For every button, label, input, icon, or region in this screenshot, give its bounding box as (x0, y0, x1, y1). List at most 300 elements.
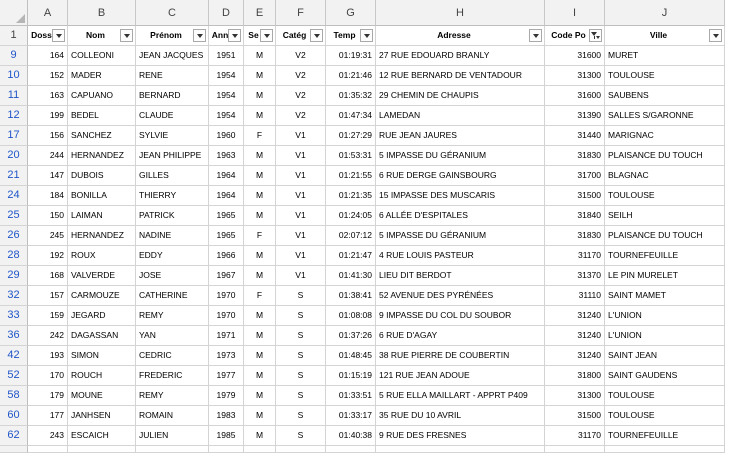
cell-D[interactable]: 1965 (209, 206, 244, 226)
cell-G[interactable]: 01:27:29 (326, 126, 376, 146)
header-cell-A[interactable] (28, 26, 68, 46)
row-header[interactable]: 36 (0, 326, 28, 346)
cell-E[interactable]: M (244, 106, 276, 126)
header-label: Code Po (551, 30, 586, 40)
cell-B[interactable]: ROUCH (68, 366, 136, 386)
cell-H[interactable]: 12 RUE BERNARD DE VENTADOUR (376, 66, 545, 86)
cell-E[interactable]: M (244, 206, 276, 226)
cell-J[interactable]: L'UNION (605, 326, 725, 346)
cell-J[interactable]: SEILH (605, 206, 725, 226)
table-row-partial (0, 446, 732, 453)
cell-H[interactable]: 121 RUE JEAN ADOUE (376, 366, 545, 386)
cell-F[interactable]: V1 (276, 206, 326, 226)
cell-A[interactable]: 164 (28, 46, 68, 66)
cell-E[interactable]: M (244, 266, 276, 286)
cell-H[interactable]: 5 IMPASSE DU GÉRANIUM (376, 146, 545, 166)
cell-G[interactable]: 01:19:31 (326, 46, 376, 66)
chevron-down-icon (197, 34, 203, 38)
table-row (0, 386, 732, 406)
cell-F[interactable]: S (276, 366, 326, 386)
chevron-down-icon (713, 34, 719, 38)
table-row (0, 366, 732, 386)
row-header[interactable]: 58 (0, 386, 28, 406)
cell-F[interactable]: S (276, 346, 326, 366)
row-header[interactable]: 25 (0, 206, 28, 226)
row-header[interactable]: 32 (0, 286, 28, 306)
cell-H[interactable]: LIEU DIT BERDOT (376, 266, 545, 286)
cell-F[interactable]: V2 (276, 66, 326, 86)
cell-A[interactable]: 150 (28, 206, 68, 226)
cell-J[interactable]: TOULOUSE (605, 186, 725, 206)
cell-C[interactable]: THIERRY (136, 186, 209, 206)
cell-E[interactable]: M (244, 246, 276, 266)
cell-G[interactable]: 01:21:55 (326, 166, 376, 186)
cell-G[interactable]: 01:21:46 (326, 66, 376, 86)
cell-I[interactable]: 31240 (545, 306, 605, 326)
table-row (0, 206, 732, 226)
cell-D[interactable]: 1964 (209, 166, 244, 186)
cell-B[interactable]: HERNANDEZ (68, 146, 136, 166)
cell-H[interactable]: 29 CHEMIN DE CHAUPIS (376, 86, 545, 106)
cell-A[interactable]: 177 (28, 406, 68, 426)
cell-I[interactable]: 31370 (545, 266, 605, 286)
cell-E[interactable]: M (244, 366, 276, 386)
cell-D[interactable]: 1977 (209, 366, 244, 386)
cell-F[interactable]: S (276, 306, 326, 326)
cell-B[interactable]: MADER (68, 66, 136, 86)
filter-dropdown-icon[interactable] (360, 29, 373, 42)
header-label: Ann (211, 30, 229, 40)
cell-I[interactable]: 31440 (545, 126, 605, 146)
cell-D[interactable]: 1967 (209, 266, 244, 286)
cell-B[interactable]: HERNANDEZ (68, 226, 136, 246)
row-header[interactable]: 20 (0, 146, 28, 166)
cell-H[interactable]: 5 IMPASSE DU GÉRANIUM (376, 226, 545, 246)
row-header[interactable]: 28 (0, 246, 28, 266)
cell-J[interactable]: TOURNEFEUILLE (605, 246, 725, 266)
cell-B[interactable]: DAGASSAN (68, 326, 136, 346)
cell-empty[interactable] (545, 446, 605, 453)
cell-E[interactable]: M (244, 166, 276, 186)
cell-A[interactable]: 199 (28, 106, 68, 126)
cell-I[interactable]: 31600 (545, 46, 605, 66)
cell-D[interactable]: 1960 (209, 126, 244, 146)
cell-A[interactable]: 163 (28, 86, 68, 106)
cell-E[interactable]: M (244, 306, 276, 326)
chevron-down-icon (533, 34, 539, 38)
row-header[interactable]: 21 (0, 166, 28, 186)
cell-E[interactable]: M (244, 146, 276, 166)
header-cell-J[interactable] (605, 26, 725, 46)
chevron-down-icon (124, 34, 130, 38)
cell-H[interactable]: 5 RUE ELLA MAILLART - APPRT P409 (376, 386, 545, 406)
cell-empty[interactable] (136, 446, 209, 453)
cell-G[interactable]: 01:08:08 (326, 306, 376, 326)
row-header[interactable]: 24 (0, 186, 28, 206)
cell-H[interactable]: 9 RUE DES FRESNES (376, 426, 545, 446)
row-header[interactable]: 26 (0, 226, 28, 246)
filter-dropdown-icon[interactable] (120, 29, 133, 42)
cell-D[interactable]: 1983 (209, 406, 244, 426)
row-header[interactable]: 42 (0, 346, 28, 366)
row-header[interactable]: 17 (0, 126, 28, 146)
cell-H[interactable]: 9 IMPASSE DU COL DU SOUBOR (376, 306, 545, 326)
column-header-F[interactable]: F (276, 0, 326, 26)
cell-J[interactable]: SALLES S/GARONNE (605, 106, 725, 126)
cell-A[interactable]: 168 (28, 266, 68, 286)
cell-B[interactable]: ESCAICH (68, 426, 136, 446)
cell-C[interactable]: BERNARD (136, 86, 209, 106)
column-header-G[interactable]: G (326, 0, 376, 26)
cell-F[interactable]: V1 (276, 266, 326, 286)
cell-E[interactable]: M (244, 386, 276, 406)
cell-H[interactable]: 35 RUE DU 10 AVRIL (376, 406, 545, 426)
cell-H[interactable]: RUE JEAN JAURES (376, 126, 545, 146)
header-label: Temp (333, 30, 356, 40)
cell-G[interactable]: 01:15:19 (326, 366, 376, 386)
cell-D[interactable]: 1966 (209, 246, 244, 266)
cell-C[interactable]: CEDRIC (136, 346, 209, 366)
cell-C[interactable]: EDDY (136, 246, 209, 266)
cell-F[interactable]: V1 (276, 246, 326, 266)
column-header-C[interactable]: C (136, 0, 209, 26)
cell-I[interactable]: 31830 (545, 146, 605, 166)
cell-F[interactable]: V1 (276, 226, 326, 246)
cell-I[interactable]: 31700 (545, 166, 605, 186)
cell-J[interactable]: BLAGNAC (605, 166, 725, 186)
select-all-corner[interactable] (0, 0, 28, 26)
cell-I[interactable]: 31240 (545, 326, 605, 346)
cell-C[interactable]: CATHERINE (136, 286, 209, 306)
table-row (0, 226, 732, 246)
cell-G[interactable]: 01:33:17 (326, 406, 376, 426)
cell-C[interactable]: JULIEN (136, 426, 209, 446)
cell-B[interactable]: COLLEONI (68, 46, 136, 66)
cell-G[interactable]: 01:35:32 (326, 86, 376, 106)
cell-E[interactable]: M (244, 346, 276, 366)
cell-empty[interactable] (326, 446, 376, 453)
cell-G[interactable]: 01:21:35 (326, 186, 376, 206)
cell-J[interactable]: MURET (605, 46, 725, 66)
cell-C[interactable]: YAN (136, 326, 209, 346)
cell-I[interactable]: 31110 (545, 286, 605, 306)
column-header-row (0, 0, 732, 26)
cell-G[interactable]: 01:24:05 (326, 206, 376, 226)
cell-E[interactable]: M (244, 186, 276, 206)
column-header-A[interactable]: A (28, 0, 68, 26)
table-row (0, 66, 732, 86)
cell-I[interactable]: 31840 (545, 206, 605, 226)
cell-B[interactable]: SIMON (68, 346, 136, 366)
cell-empty[interactable] (28, 446, 68, 453)
table-row (0, 146, 732, 166)
cell-empty[interactable] (376, 446, 545, 453)
cell-empty[interactable] (68, 446, 136, 453)
row-header[interactable]: 9 (0, 46, 28, 66)
cell-A[interactable]: 147 (28, 166, 68, 186)
cell-J[interactable]: MARIGNAC (605, 126, 725, 146)
cell-G[interactable]: 01:21:47 (326, 246, 376, 266)
cell-D[interactable]: 1951 (209, 46, 244, 66)
cell-F[interactable]: S (276, 326, 326, 346)
cell-G[interactable]: 01:48:45 (326, 346, 376, 366)
header-cell-G[interactable] (326, 26, 376, 46)
cell-empty[interactable] (276, 446, 326, 453)
cell-G[interactable]: 02:07:12 (326, 226, 376, 246)
table-row (0, 346, 732, 366)
header-label: Ville (649, 30, 668, 40)
cell-J[interactable]: PLAISANCE DU TOUCH (605, 146, 725, 166)
cell-F[interactable]: V2 (276, 46, 326, 66)
cell-D[interactable]: 1985 (209, 426, 244, 446)
cell-H[interactable]: 27 RUE EDOUARD BRANLY (376, 46, 545, 66)
chevron-down-icon (314, 34, 320, 38)
cell-B[interactable]: DUBOIS (68, 166, 136, 186)
cell-empty[interactable] (605, 446, 725, 453)
header-label: Nom (86, 30, 105, 40)
row-header[interactable]: 60 (0, 406, 28, 426)
cell-E[interactable]: F (244, 286, 276, 306)
filter-active-icon[interactable] (589, 29, 602, 42)
cell-E[interactable]: M (244, 66, 276, 86)
cell-D[interactable]: 1973 (209, 346, 244, 366)
cell-C[interactable]: NADINE (136, 226, 209, 246)
cell-A[interactable]: 159 (28, 306, 68, 326)
cell-I[interactable]: 31240 (545, 346, 605, 366)
cell-D[interactable]: 1964 (209, 186, 244, 206)
cell-C[interactable]: REMY (136, 306, 209, 326)
cell-D[interactable]: 1979 (209, 386, 244, 406)
cell-G[interactable]: 01:33:51 (326, 386, 376, 406)
header-cell-B[interactable] (68, 26, 136, 46)
cell-B[interactable]: MOUNE (68, 386, 136, 406)
cell-E[interactable]: M (244, 426, 276, 446)
cell-I[interactable]: 31600 (545, 86, 605, 106)
row-header[interactable]: 12 (0, 106, 28, 126)
row-header-1[interactable]: 1 (0, 26, 28, 46)
cell-A[interactable]: 179 (28, 386, 68, 406)
cell-F[interactable]: V1 (276, 166, 326, 186)
cell-D[interactable]: 1970 (209, 306, 244, 326)
header-cell-C[interactable] (136, 26, 209, 46)
cell-A[interactable]: 192 (28, 246, 68, 266)
cell-G[interactable]: 01:38:41 (326, 286, 376, 306)
cell-B[interactable]: ROUX (68, 246, 136, 266)
row-header[interactable]: 11 (0, 86, 28, 106)
row-header[interactable]: 62 (0, 426, 28, 446)
cell-E[interactable]: F (244, 126, 276, 146)
cell-J[interactable]: SAUBENS (605, 86, 725, 106)
cell-J[interactable]: TOULOUSE (605, 386, 725, 406)
column-header-D[interactable]: D (209, 0, 244, 26)
cell-I[interactable]: 31500 (545, 406, 605, 426)
cell-F[interactable]: S (276, 406, 326, 426)
row-header[interactable]: 29 (0, 266, 28, 286)
filter-dropdown-icon[interactable] (709, 29, 722, 42)
table-row (0, 426, 732, 446)
cell-G[interactable]: 01:41:30 (326, 266, 376, 286)
header-cell-D[interactable] (209, 26, 244, 46)
table-row (0, 246, 732, 266)
table-row (0, 306, 732, 326)
cell-E[interactable]: F (244, 226, 276, 246)
row-header[interactable] (0, 446, 28, 453)
cell-C[interactable]: JEAN JACQUES (136, 46, 209, 66)
cell-empty[interactable] (209, 446, 244, 453)
header-cell-I[interactable] (545, 26, 605, 46)
cell-E[interactable]: M (244, 326, 276, 346)
cell-C[interactable]: RENE (136, 66, 209, 86)
cell-H[interactable]: 38 RUE PIERRE DE COUBERTIN (376, 346, 545, 366)
cell-G[interactable]: 01:53:31 (326, 146, 376, 166)
cell-B[interactable]: LAIMAN (68, 206, 136, 226)
row-header[interactable]: 10 (0, 66, 28, 86)
cell-J[interactable]: SAINT MAMET (605, 286, 725, 306)
cell-B[interactable]: JANHSEN (68, 406, 136, 426)
cell-D[interactable]: 1963 (209, 146, 244, 166)
chevron-down-icon (596, 36, 600, 39)
column-header-B[interactable]: B (68, 0, 136, 26)
chevron-down-icon (264, 34, 270, 38)
cell-A[interactable]: 245 (28, 226, 68, 246)
cell-A[interactable]: 243 (28, 426, 68, 446)
table-row (0, 86, 732, 106)
cell-I[interactable]: 31170 (545, 426, 605, 446)
cell-H[interactable]: 15 IMPASSE DES MUSCARIS (376, 186, 545, 206)
cell-I[interactable]: 31300 (545, 66, 605, 86)
cell-J[interactable]: TOURNEFEUILLE (605, 426, 725, 446)
cell-G[interactable]: 01:47:34 (326, 106, 376, 126)
cell-B[interactable]: SANCHEZ (68, 126, 136, 146)
column-header-E[interactable]: E (244, 0, 276, 26)
cell-B[interactable]: CARMOUZE (68, 286, 136, 306)
row-header[interactable]: 52 (0, 366, 28, 386)
cell-J[interactable]: TOULOUSE (605, 406, 725, 426)
cell-I[interactable]: 31500 (545, 186, 605, 206)
cell-H[interactable]: 52 AVENUE DES PYRÉNÉES (376, 286, 545, 306)
chevron-down-icon (364, 34, 370, 38)
cell-C[interactable]: PATRICK (136, 206, 209, 226)
header-label: Prénom (150, 30, 182, 40)
cell-D[interactable]: 1970 (209, 286, 244, 306)
cell-J[interactable]: PLAISANCE DU TOUCH (605, 226, 725, 246)
corner-triangle-icon (16, 14, 25, 23)
cell-D[interactable]: 1954 (209, 106, 244, 126)
cell-H[interactable]: 6 ALLÉE D'ESPITALES (376, 206, 545, 226)
filter-dropdown-icon[interactable] (529, 29, 542, 42)
table-row (0, 106, 732, 126)
cell-C[interactable]: ROMAIN (136, 406, 209, 426)
column-header-J[interactable]: J (605, 0, 725, 26)
header-cell-F[interactable] (276, 26, 326, 46)
header-cell-H[interactable] (376, 26, 545, 46)
cell-F[interactable]: V1 (276, 186, 326, 206)
cell-H[interactable]: 6 RUE D'AGAY (376, 326, 545, 346)
cell-F[interactable]: S (276, 386, 326, 406)
filter-dropdown-icon[interactable] (193, 29, 206, 42)
cell-F[interactable]: V2 (276, 86, 326, 106)
cell-G[interactable]: 01:37:26 (326, 326, 376, 346)
cell-I[interactable]: 31300 (545, 386, 605, 406)
cell-E[interactable]: M (244, 86, 276, 106)
cell-A[interactable]: 152 (28, 66, 68, 86)
cell-B[interactable]: BEDEL (68, 106, 136, 126)
header-label: Se (248, 30, 259, 40)
cell-B[interactable]: CAPUANO (68, 86, 136, 106)
cell-A[interactable]: 156 (28, 126, 68, 146)
cell-F[interactable]: S (276, 426, 326, 446)
cell-H[interactable]: 4 RUE LOUIS PASTEUR (376, 246, 545, 266)
cell-F[interactable]: S (276, 286, 326, 306)
filter-dropdown-icon[interactable] (52, 29, 65, 42)
header-cell-E[interactable] (244, 26, 276, 46)
cell-A[interactable]: 242 (28, 326, 68, 346)
cell-C[interactable]: SYLVIE (136, 126, 209, 146)
table-row (0, 46, 732, 66)
cell-J[interactable]: L'UNION (605, 306, 725, 326)
cell-A[interactable]: 193 (28, 346, 68, 366)
table-row (0, 326, 732, 346)
cell-C[interactable]: REMY (136, 386, 209, 406)
cell-J[interactable]: SAINT GAUDENS (605, 366, 725, 386)
cell-A[interactable]: 157 (28, 286, 68, 306)
cell-A[interactable]: 184 (28, 186, 68, 206)
chevron-down-icon (56, 34, 62, 38)
cell-G[interactable]: 01:40:38 (326, 426, 376, 446)
table-row (0, 406, 732, 426)
table-row (0, 286, 732, 306)
cell-F[interactable]: V1 (276, 146, 326, 166)
cell-A[interactable]: 170 (28, 366, 68, 386)
cell-J[interactable]: LE PIN MURELET (605, 266, 725, 286)
cell-E[interactable]: M (244, 46, 276, 66)
cell-empty[interactable] (244, 446, 276, 453)
cell-C[interactable]: CLAUDE (136, 106, 209, 126)
cell-A[interactable]: 244 (28, 146, 68, 166)
cell-B[interactable]: BONILLA (68, 186, 136, 206)
cell-I[interactable]: 31830 (545, 226, 605, 246)
cell-B[interactable]: VALVERDE (68, 266, 136, 286)
cell-I[interactable]: 31390 (545, 106, 605, 126)
cell-C[interactable]: JEAN PHILIPPE (136, 146, 209, 166)
filter-dropdown-icon[interactable] (228, 29, 241, 42)
cell-D[interactable]: 1965 (209, 226, 244, 246)
cell-C[interactable]: FREDERIC (136, 366, 209, 386)
filter-dropdown-icon[interactable] (260, 29, 273, 42)
cell-D[interactable]: 1954 (209, 66, 244, 86)
cell-H[interactable]: LAMEDAN (376, 106, 545, 126)
row-header[interactable]: 33 (0, 306, 28, 326)
filter-dropdown-icon[interactable] (310, 29, 323, 42)
cell-B[interactable]: JEGARD (68, 306, 136, 326)
cell-H[interactable]: 6 RUE DERGE GAINSBOURG (376, 166, 545, 186)
column-header-I[interactable]: I (545, 0, 605, 26)
cell-D[interactable]: 1954 (209, 86, 244, 106)
cell-I[interactable]: 31170 (545, 246, 605, 266)
cell-D[interactable]: 1971 (209, 326, 244, 346)
cell-C[interactable]: JOSE (136, 266, 209, 286)
table-row (0, 166, 732, 186)
column-header-H[interactable]: H (376, 0, 545, 26)
cell-F[interactable]: V2 (276, 106, 326, 126)
cell-C[interactable]: GILLES (136, 166, 209, 186)
cell-J[interactable]: SAINT JEAN (605, 346, 725, 366)
chevron-down-icon (232, 34, 238, 38)
cell-I[interactable]: 31800 (545, 366, 605, 386)
cell-E[interactable]: M (244, 406, 276, 426)
cell-F[interactable]: V1 (276, 126, 326, 146)
cell-J[interactable]: TOULOUSE (605, 66, 725, 86)
